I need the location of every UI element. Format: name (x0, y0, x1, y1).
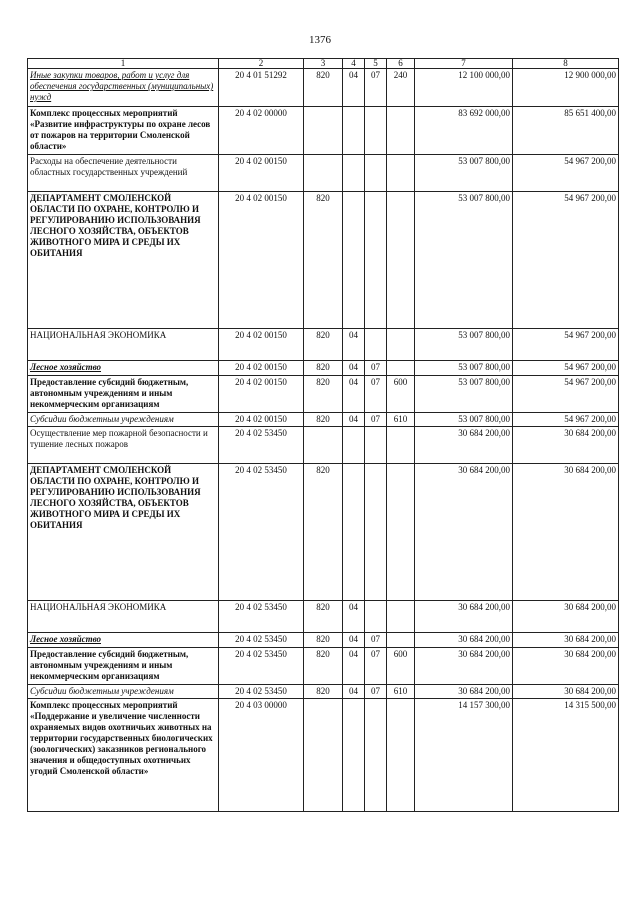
row-expense-type (387, 361, 415, 376)
row-amount-year1: 30 684 200,00 (415, 464, 513, 601)
row-amount-year2: 54 967 200,00 (513, 329, 619, 361)
row-name: Лесное хозяйство (28, 633, 219, 648)
row-name: Расходы на обеспечение деятельности областных государственных учреждений (28, 155, 219, 192)
row-ministry-code (304, 155, 343, 192)
table-row (28, 464, 619, 601)
row-amount-year1: 53 007 800,00 (415, 155, 513, 192)
table-row (28, 155, 619, 192)
row-expense-type (387, 464, 415, 601)
row-name: Лесное хозяйство (28, 361, 219, 376)
row-section-code: 04 (343, 413, 365, 427)
row-amount-year1: 53 007 800,00 (415, 361, 513, 376)
row-section-code (343, 427, 365, 464)
row-name: Предоставление субсидий бюджетным, автономным учреждениям и иным некоммерческим организациям (28, 648, 219, 685)
row-ministry-code (304, 699, 343, 812)
row-ministry-code: 820 (304, 329, 343, 361)
row-amount-year1: 53 007 800,00 (415, 376, 513, 413)
budget-table (27, 58, 619, 812)
row-amount-year2: 85 651 400,00 (513, 107, 619, 155)
row-amount-year2: 54 967 200,00 (513, 155, 619, 192)
row-subsection-code: 07 (365, 361, 387, 376)
row-subsection-code (365, 601, 387, 633)
row-ministry-code: 820 (304, 69, 343, 107)
row-amount-year2: 30 684 200,00 (513, 427, 619, 464)
table-row (28, 633, 619, 648)
row-subsection-code: 07 (365, 376, 387, 413)
row-name: Иные закупки товаров, работ и услуг для обеспечения государственных (муниципальных) нужд (28, 69, 219, 107)
row-target-code: 20 4 02 00150 (219, 413, 304, 427)
row-expense-type (387, 155, 415, 192)
column-header: 4 (343, 59, 365, 69)
row-amount-year1: 14 157 300,00 (415, 699, 513, 812)
row-ministry-code: 820 (304, 685, 343, 699)
row-subsection-code (365, 192, 387, 329)
row-name: ДЕПАРТАМЕНТ СМОЛЕНСКОЙ ОБЛАСТИ ПО ОХРАНЕ, КОНТРОЛЮ И РЕГУЛИРОВАНИЮ ИСПОЛЬЗОВАНИЯ ЛЕСНОГО ХОЗЯЙСТВА, ОБЪЕКТОВ ЖИВОТНОГО МИРА И СРЕДЫ ИХ ОБИТАНИЯ (28, 192, 219, 329)
column-number-row (28, 59, 619, 69)
row-expense-type: 600 (387, 648, 415, 685)
row-name: Субсидии бюджетным учреждениям (28, 685, 219, 699)
row-ministry-code: 820 (304, 464, 343, 601)
column-header: 1 (28, 59, 219, 69)
table-row (28, 413, 619, 427)
row-amount-year2: 54 967 200,00 (513, 413, 619, 427)
column-header: 8 (513, 59, 619, 69)
column-header: 5 (365, 59, 387, 69)
row-ministry-code: 820 (304, 361, 343, 376)
row-subsection-code (365, 107, 387, 155)
table-row (28, 601, 619, 633)
row-subsection-code (365, 329, 387, 361)
row-name: Предоставление субсидий бюджетным, автономным учреждениям и иным некоммерческим организациям (28, 376, 219, 413)
row-section-code: 04 (343, 633, 365, 648)
row-name: Комплекс процессных мероприятий «Развитие инфраструктуры по охране лесов от пожаров на территории Смоленской области» (28, 107, 219, 155)
row-expense-type (387, 633, 415, 648)
row-name: НАЦИОНАЛЬНАЯ ЭКОНОМИКА (28, 329, 219, 361)
row-subsection-code: 07 (365, 633, 387, 648)
row-expense-type (387, 427, 415, 464)
row-expense-type: 240 (387, 69, 415, 107)
row-amount-year1: 30 684 200,00 (415, 648, 513, 685)
table-row (28, 648, 619, 685)
row-section-code: 04 (343, 361, 365, 376)
row-section-code: 04 (343, 329, 365, 361)
row-name: НАЦИОНАЛЬНАЯ ЭКОНОМИКА (28, 601, 219, 633)
row-amount-year1: 53 007 800,00 (415, 413, 513, 427)
row-expense-type (387, 699, 415, 812)
row-subsection-code: 07 (365, 69, 387, 107)
column-header: 3 (304, 59, 343, 69)
row-amount-year2: 30 684 200,00 (513, 464, 619, 601)
row-section-code (343, 464, 365, 601)
row-ministry-code: 820 (304, 376, 343, 413)
row-section-code: 04 (343, 648, 365, 685)
row-expense-type (387, 192, 415, 329)
row-target-code: 20 4 02 53450 (219, 633, 304, 648)
row-expense-type: 610 (387, 413, 415, 427)
row-amount-year1: 30 684 200,00 (415, 427, 513, 464)
row-target-code: 20 4 02 00150 (219, 155, 304, 192)
row-section-code (343, 699, 365, 812)
table-row (28, 427, 619, 464)
row-subsection-code (365, 464, 387, 601)
row-amount-year2: 30 684 200,00 (513, 601, 619, 633)
row-subsection-code: 07 (365, 413, 387, 427)
row-subsection-code: 07 (365, 685, 387, 699)
row-target-code: 20 4 02 53450 (219, 464, 304, 601)
row-section-code (343, 192, 365, 329)
row-target-code: 20 4 01 51292 (219, 69, 304, 107)
row-target-code: 20 4 02 00150 (219, 361, 304, 376)
row-name: Осуществление мер пожарной безопасности и тушение лесных пожаров (28, 427, 219, 464)
row-amount-year2: 30 684 200,00 (513, 648, 619, 685)
row-section-code: 04 (343, 376, 365, 413)
row-subsection-code: 07 (365, 648, 387, 685)
row-target-code: 20 4 02 00150 (219, 329, 304, 361)
row-section-code: 04 (343, 69, 365, 107)
row-subsection-code (365, 155, 387, 192)
row-name: Комплекс процессных мероприятий «Поддержание и увеличение численности охраняемых видов охотничьих животных на территории государственных биологических (зоологических) заказников регионального значения и общедоступных охотничьих угодий Смоленской области» (28, 699, 219, 812)
row-target-code: 20 4 02 00150 (219, 376, 304, 413)
table-row (28, 361, 619, 376)
row-target-code: 20 4 02 53450 (219, 648, 304, 685)
row-ministry-code: 820 (304, 633, 343, 648)
row-target-code: 20 4 02 53450 (219, 685, 304, 699)
row-expense-type: 600 (387, 376, 415, 413)
row-amount-year1: 83 692 000,00 (415, 107, 513, 155)
column-header: 2 (219, 59, 304, 69)
row-amount-year1: 30 684 200,00 (415, 601, 513, 633)
row-subsection-code (365, 427, 387, 464)
table-row (28, 69, 619, 107)
row-target-code: 20 4 02 53450 (219, 427, 304, 464)
table-row (28, 107, 619, 155)
table-row (28, 329, 619, 361)
row-target-code: 20 4 02 00000 (219, 107, 304, 155)
row-amount-year1: 30 684 200,00 (415, 633, 513, 648)
table-row (28, 685, 619, 699)
table-row (28, 192, 619, 329)
column-header: 6 (387, 59, 415, 69)
row-expense-type: 610 (387, 685, 415, 699)
row-ministry-code: 820 (304, 601, 343, 633)
row-amount-year2: 54 967 200,00 (513, 192, 619, 329)
row-amount-year2: 54 967 200,00 (513, 376, 619, 413)
table-row (28, 699, 619, 812)
row-section-code (343, 155, 365, 192)
row-amount-year2: 30 684 200,00 (513, 633, 619, 648)
row-section-code: 04 (343, 685, 365, 699)
row-expense-type (387, 329, 415, 361)
table-row (28, 376, 619, 413)
row-amount-year1: 53 007 800,00 (415, 192, 513, 329)
row-ministry-code (304, 427, 343, 464)
row-name: Субсидии бюджетным учреждениям (28, 413, 219, 427)
column-header: 7 (415, 59, 513, 69)
row-name: ДЕПАРТАМЕНТ СМОЛЕНСКОЙ ОБЛАСТИ ПО ОХРАНЕ, КОНТРОЛЮ И РЕГУЛИРОВАНИЮ ИСПОЛЬЗОВАНИЯ ЛЕСНОГО ХОЗЯЙСТВА, ОБЪЕКТОВ ЖИВОТНОГО МИРА И СРЕДЫ ИХ ОБИТАНИЯ (28, 464, 219, 601)
row-target-code: 20 4 03 00000 (219, 699, 304, 812)
row-expense-type (387, 107, 415, 155)
row-amount-year2: 14 315 500,00 (513, 699, 619, 812)
row-subsection-code (365, 699, 387, 812)
row-amount-year2: 54 967 200,00 (513, 361, 619, 376)
row-ministry-code: 820 (304, 192, 343, 329)
row-target-code: 20 4 02 00150 (219, 192, 304, 329)
row-section-code (343, 107, 365, 155)
row-amount-year1: 30 684 200,00 (415, 685, 513, 699)
row-ministry-code: 820 (304, 648, 343, 685)
row-amount-year1: 53 007 800,00 (415, 329, 513, 361)
row-amount-year2: 30 684 200,00 (513, 685, 619, 699)
row-amount-year1: 12 100 000,00 (415, 69, 513, 107)
row-section-code: 04 (343, 601, 365, 633)
row-target-code: 20 4 02 53450 (219, 601, 304, 633)
row-ministry-code: 820 (304, 413, 343, 427)
row-ministry-code (304, 107, 343, 155)
row-expense-type (387, 601, 415, 633)
page-number: 1376 (309, 34, 331, 46)
row-amount-year2: 12 900 000,00 (513, 69, 619, 107)
